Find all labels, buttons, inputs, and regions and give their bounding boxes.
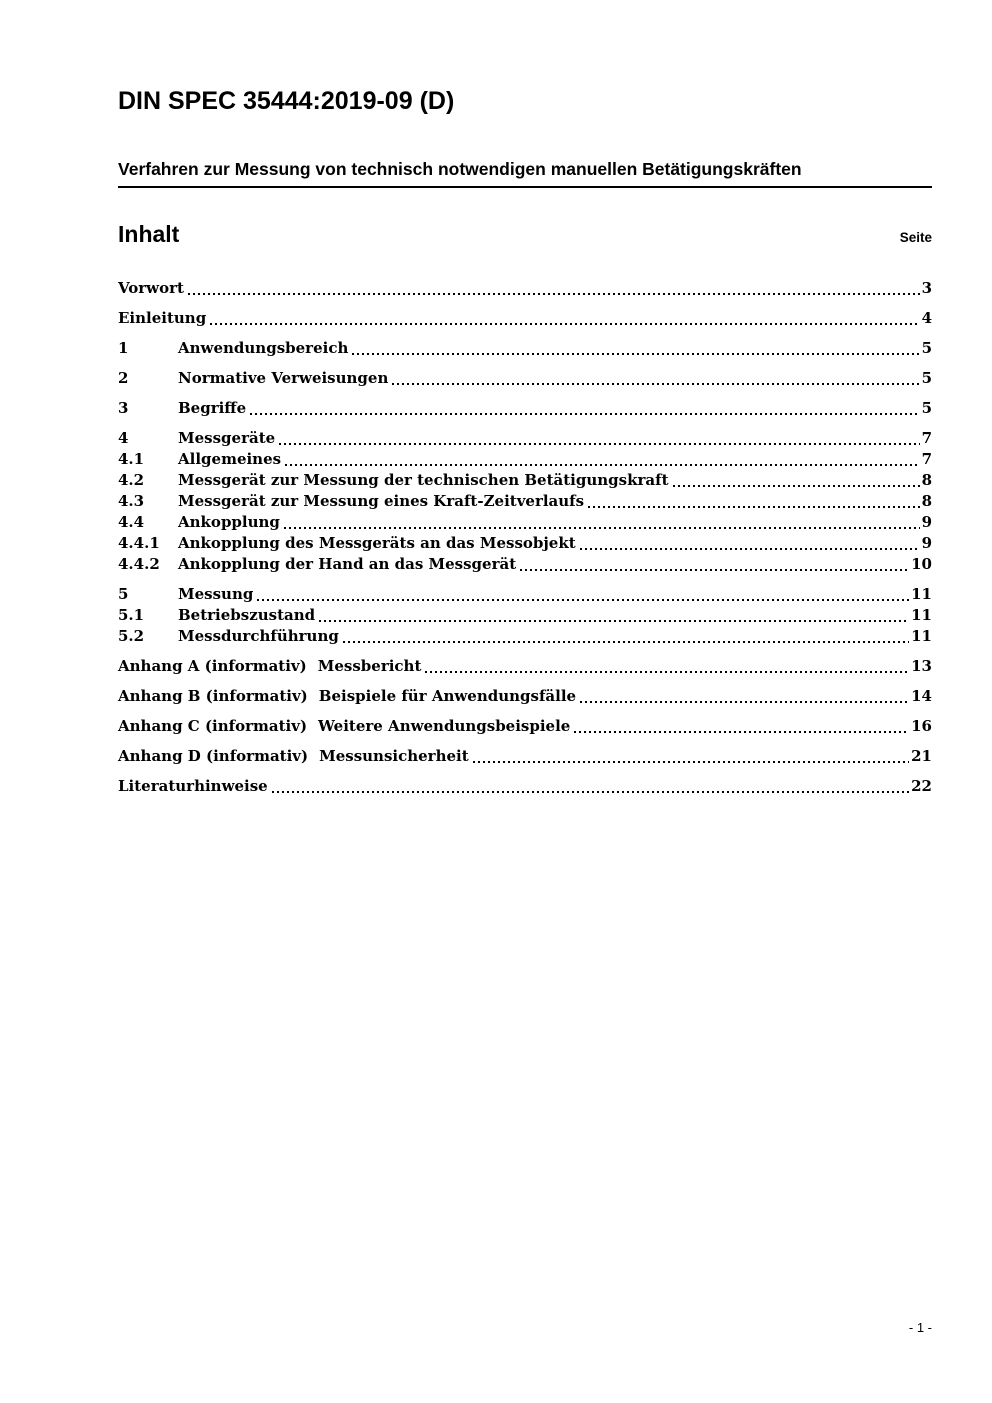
toc-entry bbox=[118, 746, 932, 767]
toc-entry bbox=[118, 626, 932, 647]
toc-entry bbox=[118, 428, 932, 449]
toc-entry-page: 9 bbox=[921, 534, 932, 552]
toc-entry-page: 11 bbox=[911, 606, 932, 624]
toc-entry bbox=[118, 368, 932, 389]
toc-entry-label: Begriffe bbox=[178, 399, 247, 417]
toc-entry-label: Literaturhinweise bbox=[118, 777, 268, 795]
toc-entry bbox=[118, 308, 932, 329]
toc-entry-page: 13 bbox=[911, 657, 932, 675]
toc-list bbox=[118, 278, 932, 797]
toc-dot-leader bbox=[319, 620, 909, 622]
toc-entry-number: 2 bbox=[118, 369, 129, 387]
toc-entry-page: 11 bbox=[911, 585, 932, 603]
toc-page-column-label: Seite bbox=[899, 230, 932, 245]
toc-entry-number: 5 bbox=[118, 585, 129, 603]
toc-dot-leader bbox=[343, 641, 909, 643]
toc-entry-page: 14 bbox=[911, 687, 932, 705]
toc-entry-prefix: Anhang B (informativ) bbox=[118, 687, 308, 705]
toc-dot-leader bbox=[392, 383, 919, 385]
toc-entry-page: 5 bbox=[921, 399, 932, 417]
toc-entry-label: Allgemeines bbox=[178, 450, 282, 468]
toc-entry bbox=[118, 554, 932, 575]
toc-dot-leader bbox=[257, 599, 909, 601]
toc-entry-label: Anwendungsbereich bbox=[178, 339, 349, 357]
toc-entry-number: 4.4 bbox=[118, 513, 145, 531]
toc-entry-label: Messbericht bbox=[317, 657, 422, 675]
toc-entry bbox=[118, 533, 932, 554]
toc-entry bbox=[118, 686, 932, 707]
toc-dot-leader bbox=[588, 506, 919, 508]
document-subtitle: Verfahren zur Messung von technisch notwendigen manuellen Betätigungskräften bbox=[118, 158, 932, 188]
toc-entry-label: Messgerät zur Messung der technischen Betätigungskraft bbox=[178, 471, 669, 489]
toc-dot-leader bbox=[284, 527, 920, 529]
toc-entry-page: 8 bbox=[921, 492, 932, 510]
toc-entry bbox=[118, 605, 932, 626]
toc-entry-label: Messunsicherheit bbox=[319, 747, 469, 765]
toc-dot-leader bbox=[272, 791, 909, 793]
toc-entry-label: Betriebszustand bbox=[178, 606, 316, 624]
toc-heading: Inhalt bbox=[118, 221, 180, 247]
toc-entry-page: 9 bbox=[921, 513, 932, 531]
toc-dot-leader bbox=[285, 464, 919, 466]
toc-entry-number: 5.2 bbox=[118, 627, 145, 645]
toc-entry-label: Normative Verweisungen bbox=[178, 369, 389, 387]
toc-entry-page: 11 bbox=[911, 627, 932, 645]
toc-entry bbox=[118, 278, 932, 299]
toc-entry-page: 22 bbox=[911, 777, 932, 795]
toc-entry bbox=[118, 470, 932, 491]
document-title: DIN SPEC 35444:2019-09 (D) bbox=[118, 87, 455, 115]
toc-dot-leader bbox=[580, 701, 909, 703]
toc-entry-page: 21 bbox=[911, 747, 932, 765]
toc-dot-leader bbox=[580, 548, 920, 550]
toc-entry-label: Ankopplung bbox=[178, 513, 280, 531]
toc-entry-page: 5 bbox=[921, 369, 932, 387]
toc-entry-label: Ankopplung des Messgeräts an das Messobjekt bbox=[178, 534, 576, 552]
toc-dot-leader bbox=[673, 485, 920, 487]
toc-entry-label: Vorwort bbox=[118, 279, 184, 297]
toc-entry bbox=[118, 491, 932, 512]
toc-entry-number: 4.4.2 bbox=[118, 555, 160, 573]
toc-dot-leader bbox=[352, 353, 919, 355]
toc-entry bbox=[118, 512, 932, 533]
toc-entry-prefix: Anhang D (informativ) bbox=[118, 747, 309, 765]
toc-entry-label: Messgeräte bbox=[178, 429, 276, 447]
toc-entry-page: 4 bbox=[921, 309, 932, 327]
toc-entry-label: Einleitung bbox=[118, 309, 207, 327]
toc-dot-leader bbox=[250, 413, 919, 415]
toc-entry-prefix: Anhang A (informativ) bbox=[118, 657, 307, 675]
toc-entry bbox=[118, 338, 932, 359]
content-area bbox=[118, 0, 932, 797]
toc-entry-number: 5.1 bbox=[118, 606, 145, 624]
page-number-footer: - 1 - bbox=[908, 1320, 932, 1335]
toc-entry bbox=[118, 716, 932, 737]
toc-entry bbox=[118, 398, 932, 419]
toc-entry-page: 8 bbox=[921, 471, 932, 489]
toc-entry-page: 5 bbox=[921, 339, 932, 357]
toc-dot-leader bbox=[210, 323, 919, 325]
toc-entry-number: 3 bbox=[118, 399, 129, 417]
toc-entry-page: 7 bbox=[921, 450, 932, 468]
toc-entry-label: Ankopplung der Hand an das Messgerät bbox=[178, 555, 517, 573]
toc-entry-label: Beispiele für Anwendungsfälle bbox=[318, 687, 577, 705]
toc-entry-number: 4.2 bbox=[118, 471, 145, 489]
toc-entry-number: 1 bbox=[118, 339, 129, 357]
toc-entry-number: 4.3 bbox=[118, 492, 145, 510]
toc-dot-leader bbox=[520, 569, 909, 571]
toc-entry-page: 10 bbox=[911, 555, 932, 573]
toc-entry-label: Messgerät zur Messung eines Kraft-Zeitverlaufs bbox=[178, 492, 585, 510]
toc-entry bbox=[118, 449, 932, 470]
toc-dot-leader bbox=[188, 293, 920, 295]
toc-entry bbox=[118, 656, 932, 677]
toc-entry-label: Weitere Anwendungsbeispiele bbox=[318, 717, 571, 735]
toc-entry bbox=[118, 584, 932, 605]
toc-dot-leader bbox=[473, 761, 909, 763]
toc-entry-number: 4.1 bbox=[118, 450, 145, 468]
toc-dot-leader bbox=[425, 671, 909, 673]
toc-entry bbox=[118, 776, 932, 797]
toc-entry-prefix: Anhang C (informativ) bbox=[118, 717, 308, 735]
toc-dot-leader bbox=[279, 443, 919, 445]
toc-entry-label: Messdurchführung bbox=[178, 627, 339, 645]
toc-header-row bbox=[118, 221, 932, 251]
toc-dot-leader bbox=[574, 731, 909, 733]
toc-entry-number: 4.4.1 bbox=[118, 534, 160, 552]
toc-entry-page: 3 bbox=[921, 279, 932, 297]
toc-entry-number: 4 bbox=[118, 429, 129, 447]
toc-entry-label: Messung bbox=[178, 585, 254, 603]
toc-entry-page: 7 bbox=[921, 429, 932, 447]
toc-entry-page: 16 bbox=[911, 717, 932, 735]
